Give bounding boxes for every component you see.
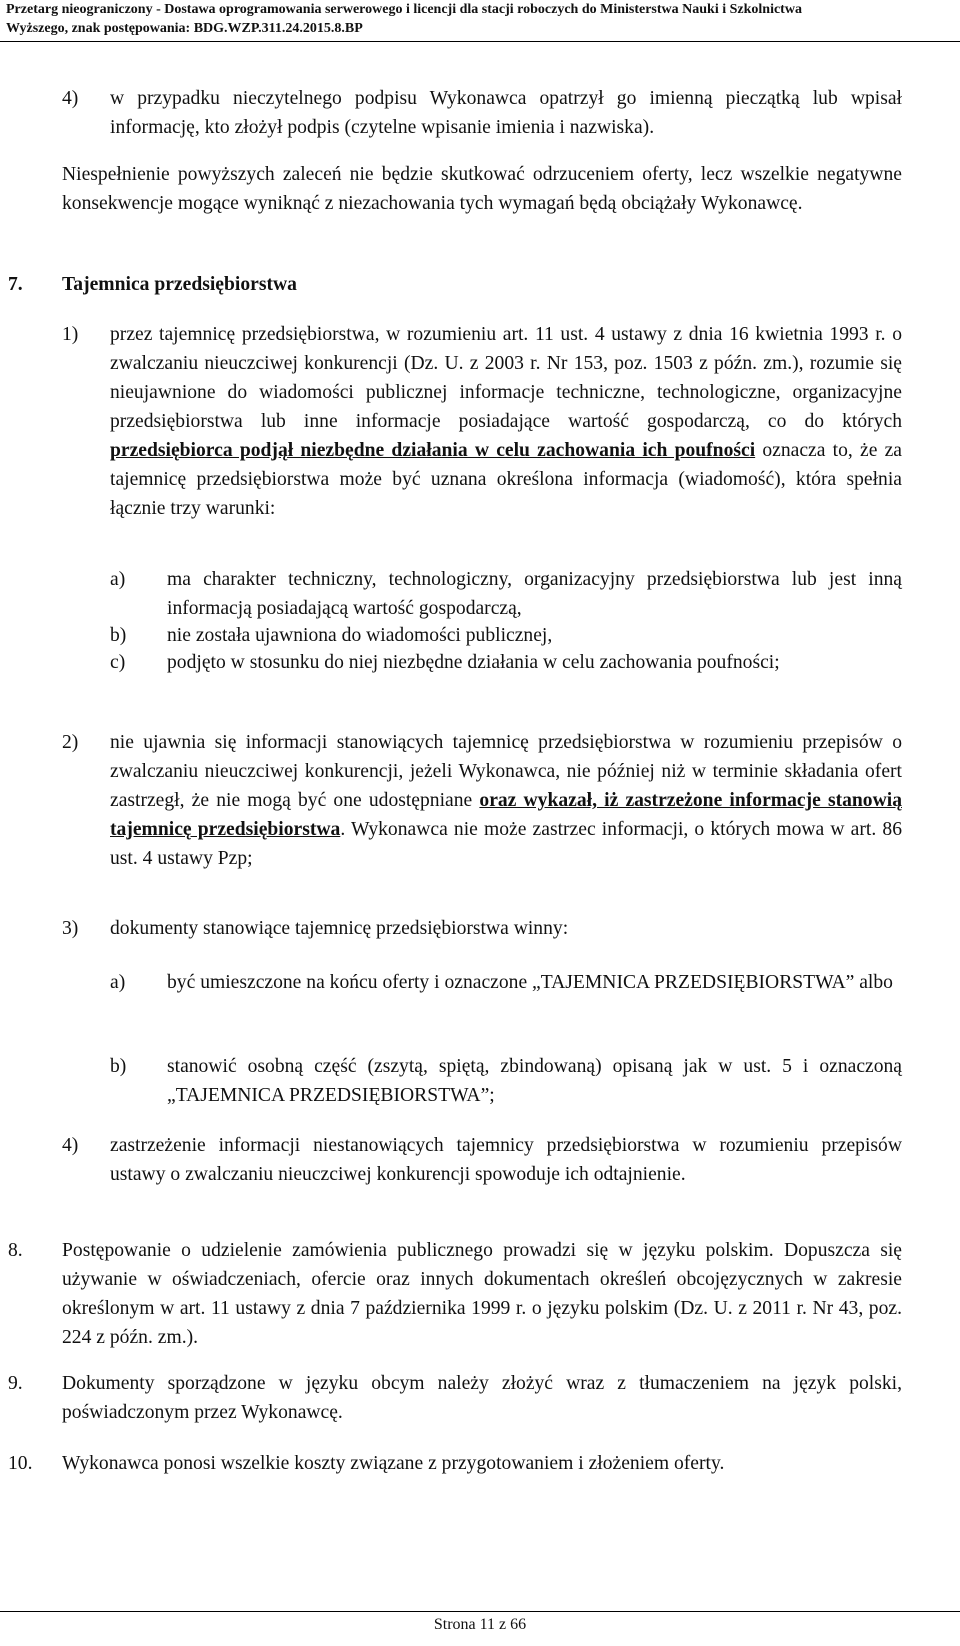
sub-item-letter: b) [110, 1056, 127, 1077]
section-number: 9. [8, 1373, 23, 1394]
list-item-text [110, 728, 902, 873]
sub-item-text: ma charakter techniczny, technologiczny, organizacyjny przedsiębiorstwa lub jest inną informacją posiadającą wartość gospodarczą, [167, 569, 902, 619]
section-number: 10. [8, 1453, 33, 1474]
sub-item-text: stanowić osobną część (zszytą, spiętą, zbindowaną) opisaną jak w ust. 5 i oznaczoną „TAJEMNICA PRZEDSIĘBIORSTWA”; [167, 1056, 902, 1106]
page-number: Strona 11 z 66 [433, 1616, 527, 1633]
list-item-number: 4) [62, 1135, 79, 1156]
list-item-number: 1) [62, 324, 79, 345]
text-part: przez tajemnicę przedsiębiorstwa, w rozumieniu art. 11 ust. 4 ustawy z dnia 16 kwietnia 1993 r. o zwalczaniu nieuczciwej konkurencji (Dz. U. z 2003 r. Nr 153, poz. 1503 z późn. zm.), rozumie się nieujawnione do wiadomości publicznej informacje techniczne, technologiczne, organizacyjne przedsiębiorstwa lub inne informacje posiadające wartość gospodarczą, co do których [110, 324, 902, 432]
sub-item-text: podjęto w stosunku do niej niezbędne działania w celu zachowania poufności; [167, 652, 780, 673]
sub-item-letter: c) [110, 652, 126, 673]
sub-item-text: być umieszczone na końcu oferty i oznaczone „TAJEMNICA PRZEDSIĘBIORSTWA” albo [167, 972, 893, 993]
list-item-number: 2) [62, 732, 79, 753]
header-line-2: Wyższego, znak postępowania: BDG.WZP.311.24.2015.8.BP [6, 21, 363, 36]
sub-item-letter: a) [110, 972, 126, 993]
page-footer [0, 1611, 960, 1638]
list-item-number: 3) [62, 918, 79, 939]
section-text: Dokumenty sporządzone w języku obcym należy złożyć wraz z tłumaczeniem na język polski, poświadczonym przez Wykonawcę. [62, 1373, 902, 1423]
list-item-number: 4) [62, 88, 79, 109]
paragraph-non-compliance: Niespełnienie powyższych zaleceń nie będzie skutkować odrzuceniem oferty, lecz wszelkie negatywne konsekwencje mogące wyniknąć z niezachowania tych wymagań będą obciążały Wykonawcę. [62, 164, 902, 214]
section-title: Tajemnica przedsiębiorstwa [62, 274, 297, 295]
list-item-text: w przypadku nieczytelnego podpisu Wykonawca opatrzył go imienną pieczątką lub wpisał informację, kto złożył podpis (czytelne wpisanie imienia i nazwiska). [110, 88, 902, 138]
text-part: . Wykonawca nie może zastrzec informacji, o których mowa w art. 86 ust. 4 ustawy Pzp; [110, 819, 902, 869]
sub-item-letter: a) [110, 569, 126, 590]
list-item-text [110, 320, 902, 523]
header-line-1: Przetarg nieograniczony - Dostawa oprogramowania serwerowego i licencji dla stacji roboczych do Ministerstwa Nauki i Szkolnictwa [6, 2, 802, 17]
section-number: 7. [8, 274, 23, 295]
section-text: Postępowanie o udzielenie zamówienia publicznego prowadzi się w języku polskim. Dopuszcza się używanie w oświadczeniach, ofercie oraz innych dokumentach określeń obcojęzycznych w zakresie określonym w art. 11 ustawy z dnia 7 października 1999 r. o języku polskim (Dz. U. z 2011 r. Nr 43, poz. 224 z późn. zm.). [62, 1240, 902, 1348]
text-part: nie ujawnia się informacji stanowiących tajemnicę przedsiębiorstwa w rozumieniu przepisów o zwalczaniu nieuczciwej konkurencji, jeżeli Wykonawca, nie później niż w terminie składania ofert zastrzegł, że nie mogą być one udostępniane [110, 732, 902, 811]
sub-item-text: nie została ujawniona do wiadomości publicznej, [167, 625, 553, 646]
emphasized-text: oraz wykazał, iż zastrzeżone informacje stanowią tajemnicę przedsiębiorstwa [110, 790, 902, 840]
section-text: Wykonawca ponosi wszelkie koszty związane z przygotowaniem i złożeniem oferty. [62, 1453, 725, 1474]
emphasized-text: przedsiębiorca podjął niezbędne działania w celu zachowania ich poufności [110, 440, 756, 461]
text-part: oznacza to, że za tajemnicę przedsiębiorstwa może być uznana określona informacja (wiadomość), która spełnia łącznie trzy warunki: [110, 440, 902, 519]
list-item-text: dokumenty stanowiące tajemnicę przedsiębiorstwa winny: [110, 918, 569, 939]
list-item-text: zastrzeżenie informacji niestanowiących tajemnicy przedsiębiorstwa w rozumieniu przepisów ustawy o zwalczaniu nieuczciwej konkurencji spowoduje ich odtajnienie. [110, 1135, 902, 1185]
sub-item-letter: b) [110, 625, 127, 646]
section-number: 8. [8, 1240, 23, 1261]
